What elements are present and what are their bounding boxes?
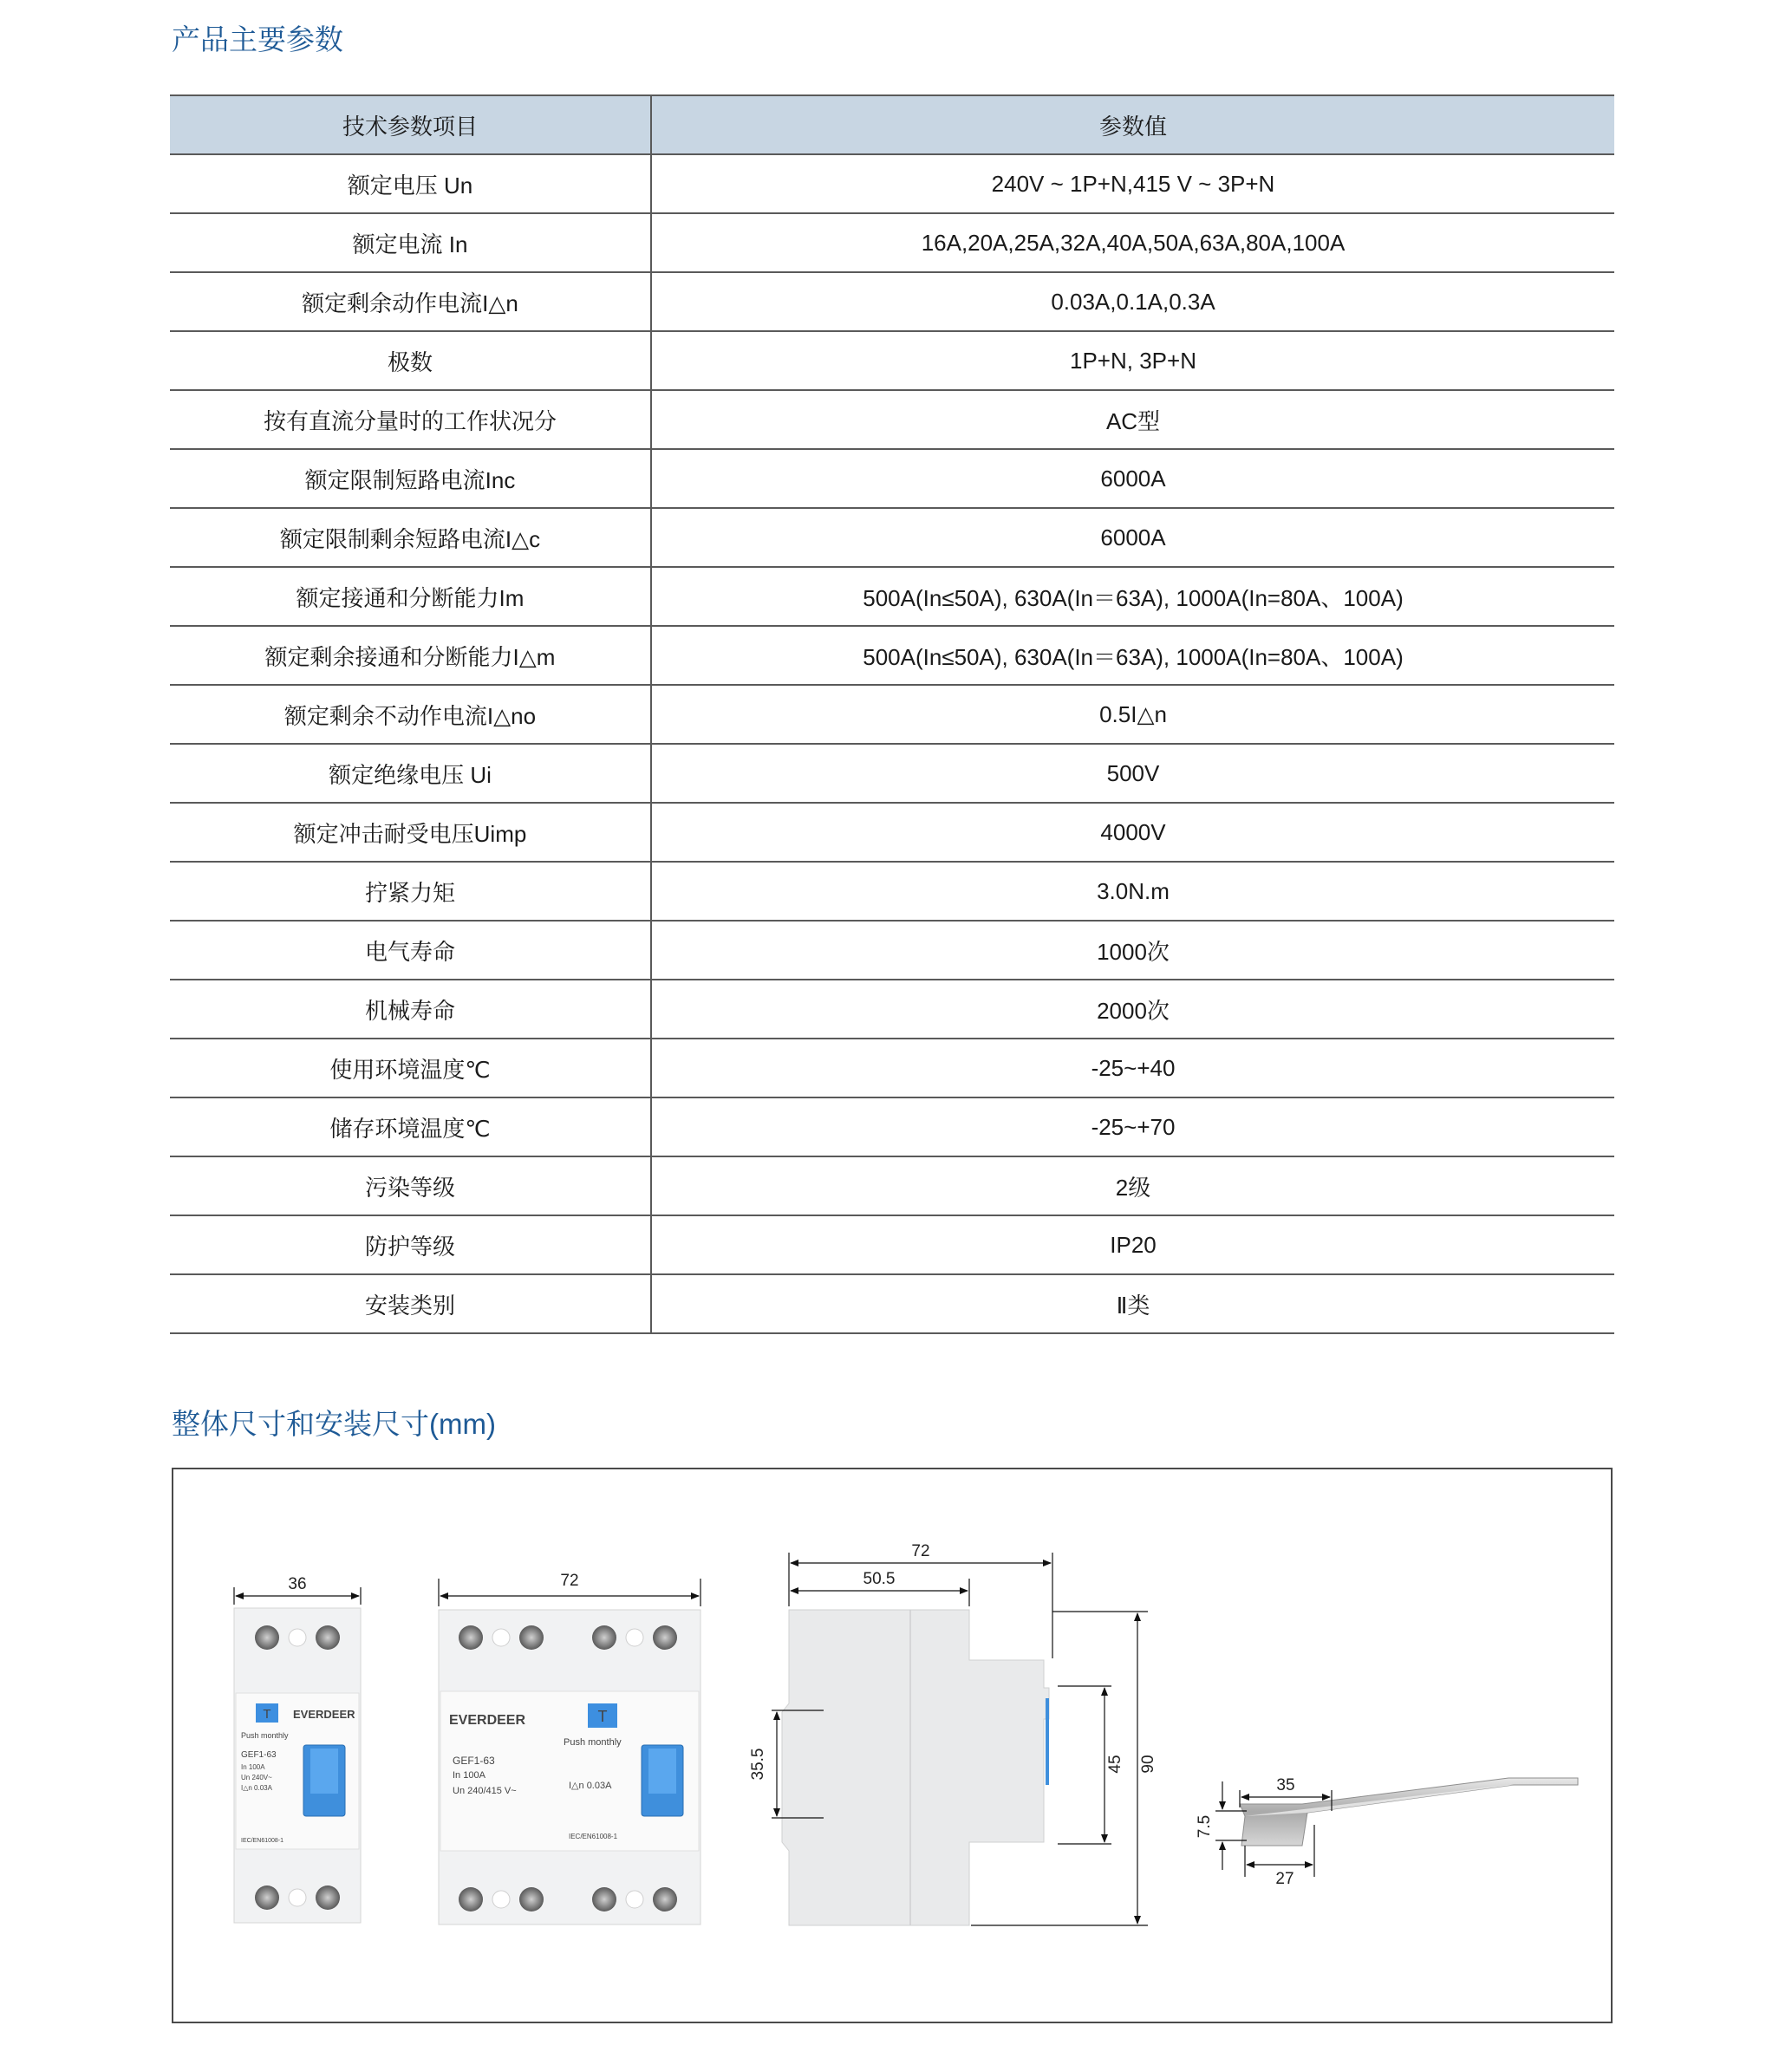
param-value: 500V <box>651 744 1614 803</box>
param-name: 额定剩余不动作电流I△no <box>170 685 651 744</box>
terminal-hole-icon <box>492 1629 510 1646</box>
model-label: GEF1-63 <box>241 1750 277 1760</box>
param-value: 6000A <box>651 508 1614 567</box>
table-row <box>170 331 1614 390</box>
table-row <box>170 508 1614 567</box>
dim-2p-width-label: 36 <box>288 1575 307 1593</box>
screw-icon <box>255 1625 279 1650</box>
param-value: 16A,20A,25A,32A,40A,50A,63A,80A,100A <box>651 213 1614 272</box>
table-row <box>170 1215 1614 1274</box>
param-value: Ⅱ类 <box>651 1274 1614 1333</box>
table-row <box>170 685 1614 744</box>
table-row <box>170 154 1614 213</box>
model-label: GEF1-63 <box>453 1755 495 1767</box>
param-name: 污染等级 <box>170 1156 651 1215</box>
screw-icon <box>519 1887 544 1911</box>
param-name: 额定冲击耐受电压Uimp <box>170 803 651 862</box>
param-value: -25~+40 <box>651 1039 1614 1097</box>
terminal-hole-icon <box>492 1891 510 1908</box>
standard-label: IEC/EN61008-1 <box>241 1838 284 1844</box>
rated-current-label: In 100A <box>241 1763 265 1771</box>
dimension-drawings <box>173 1469 1614 2025</box>
residual-current-label: I△n 0.03A <box>569 1781 612 1791</box>
table-row <box>170 626 1614 685</box>
table-row <box>170 1156 1614 1215</box>
dim-rail-width-label: 35 <box>1276 1776 1295 1794</box>
param-value: 4000V <box>651 803 1614 862</box>
param-name: 额定限制短路电流Inc <box>170 449 651 508</box>
param-name: 额定电压 Un <box>170 154 651 213</box>
parameters-table <box>170 94 1614 1334</box>
param-value: AC型 <box>651 390 1614 449</box>
terminal-hole-icon <box>626 1891 643 1908</box>
table-row <box>170 213 1614 272</box>
dim-rail-inner-label: 27 <box>1275 1870 1294 1888</box>
param-value: 500A(In≤50A), 630A(In＝63A), 1000A(In=80A、100A) <box>651 567 1614 626</box>
rated-current-label: In 100A <box>453 1770 485 1781</box>
param-name: 额定剩余接通和分断能力I△m <box>170 626 651 685</box>
param-name: 安装类别 <box>170 1274 651 1333</box>
dim-side-total-width-label: 72 <box>911 1542 930 1560</box>
test-button-label: T <box>263 1707 271 1722</box>
screw-icon <box>459 1625 483 1650</box>
screw-icon <box>653 1625 677 1650</box>
rated-voltage-label: Un 240V~ <box>241 1774 272 1781</box>
table-row <box>170 803 1614 862</box>
screw-icon <box>519 1625 544 1650</box>
dim-4p-width-label: 72 <box>560 1572 579 1590</box>
param-name: 机械寿命 <box>170 980 651 1039</box>
table-row <box>170 390 1614 449</box>
dim-rail-height-label: 7.5 <box>1196 1814 1214 1839</box>
terminal-hole-icon <box>626 1629 643 1646</box>
param-value: 500A(In≤50A), 630A(In＝63A), 1000A(In=80A、100A) <box>651 626 1614 685</box>
side-view-lever-edge <box>1046 1698 1049 1785</box>
table-header-row <box>170 95 1614 154</box>
param-value: -25~+70 <box>651 1097 1614 1156</box>
param-value: 6000A <box>651 449 1614 508</box>
param-value: 2000次 <box>651 980 1614 1039</box>
param-value: 0.5I△n <box>651 685 1614 744</box>
column-header-value: 参数值 <box>651 95 1614 154</box>
dimension-drawing-panel <box>172 1468 1613 2023</box>
param-name: 按有直流分量时的工作状况分 <box>170 390 651 449</box>
table-row <box>170 921 1614 980</box>
table-row <box>170 980 1614 1039</box>
toggle-lever-knob <box>310 1749 338 1794</box>
brand-logo: EVERDEER <box>449 1713 526 1728</box>
param-name: 防护等级 <box>170 1215 651 1274</box>
section-title-parameters: 产品主要参数 <box>172 23 343 55</box>
device-2p-front <box>234 1608 361 1923</box>
param-name: 电气寿命 <box>170 921 651 980</box>
standard-label: IEC/EN61008-1 <box>569 1833 618 1840</box>
push-monthly-label: Push monthly <box>241 1731 289 1740</box>
param-name: 使用环境温度℃ <box>170 1039 651 1097</box>
push-monthly-label: Push monthly <box>564 1737 622 1748</box>
table-row <box>170 272 1614 331</box>
screw-icon <box>255 1885 279 1910</box>
screw-icon <box>316 1885 340 1910</box>
param-value: 1P+N, 3P+N <box>651 331 1614 390</box>
device-4p-front <box>439 1610 701 1925</box>
dim-side-total-height-label: 90 <box>1139 1755 1157 1774</box>
screw-icon <box>592 1625 616 1650</box>
device-side-view <box>782 1610 1049 1925</box>
dim-side-front-width-label: 50.5 <box>863 1570 896 1588</box>
param-name: 额定剩余动作电流I△n <box>170 272 651 331</box>
table-row <box>170 862 1614 921</box>
table-row <box>170 744 1614 803</box>
rated-voltage-label: Un 240/415 V~ <box>453 1786 517 1796</box>
screw-icon <box>459 1887 483 1911</box>
param-name: 额定限制剩余短路电流I△c <box>170 508 651 567</box>
param-name: 极数 <box>170 331 651 390</box>
param-value: 1000次 <box>651 921 1614 980</box>
table-row <box>170 567 1614 626</box>
param-name: 额定接通和分断能力Im <box>170 567 651 626</box>
terminal-hole-icon <box>289 1889 306 1906</box>
section-title-dimensions: 整体尺寸和安装尺寸(mm) <box>172 1408 496 1440</box>
table-row <box>170 1274 1614 1333</box>
table-row <box>170 1039 1614 1097</box>
param-value: 240V ~ 1P+N,415 V ~ 3P+N <box>651 154 1614 213</box>
test-button-label: T <box>597 1708 608 1725</box>
residual-current-label: I△n 0.03A <box>241 1784 272 1792</box>
param-name: 储存环境温度℃ <box>170 1097 651 1156</box>
param-name: 额定电流 In <box>170 213 651 272</box>
column-header-item: 技术参数项目 <box>170 95 651 154</box>
dim-side-mid-height-label: 45 <box>1106 1755 1124 1774</box>
side-view-body <box>782 1610 1049 1925</box>
param-name: 额定绝缘电压 Ui <box>170 744 651 803</box>
table-row <box>170 1097 1614 1156</box>
screw-icon <box>592 1887 616 1911</box>
param-value: IP20 <box>651 1215 1614 1274</box>
table-row <box>170 449 1614 508</box>
param-value: 3.0N.m <box>651 862 1614 921</box>
terminal-hole-icon <box>289 1629 306 1646</box>
screw-icon <box>653 1887 677 1911</box>
dim-side-rail-height-label: 35.5 <box>749 1748 767 1781</box>
toggle-lever-knob <box>648 1749 676 1794</box>
screw-icon <box>316 1625 340 1650</box>
param-name: 拧紧力矩 <box>170 862 651 921</box>
brand-logo: EVERDEER <box>293 1708 355 1721</box>
param-value: 0.03A,0.1A,0.3A <box>651 272 1614 331</box>
param-value: 2级 <box>651 1156 1614 1215</box>
